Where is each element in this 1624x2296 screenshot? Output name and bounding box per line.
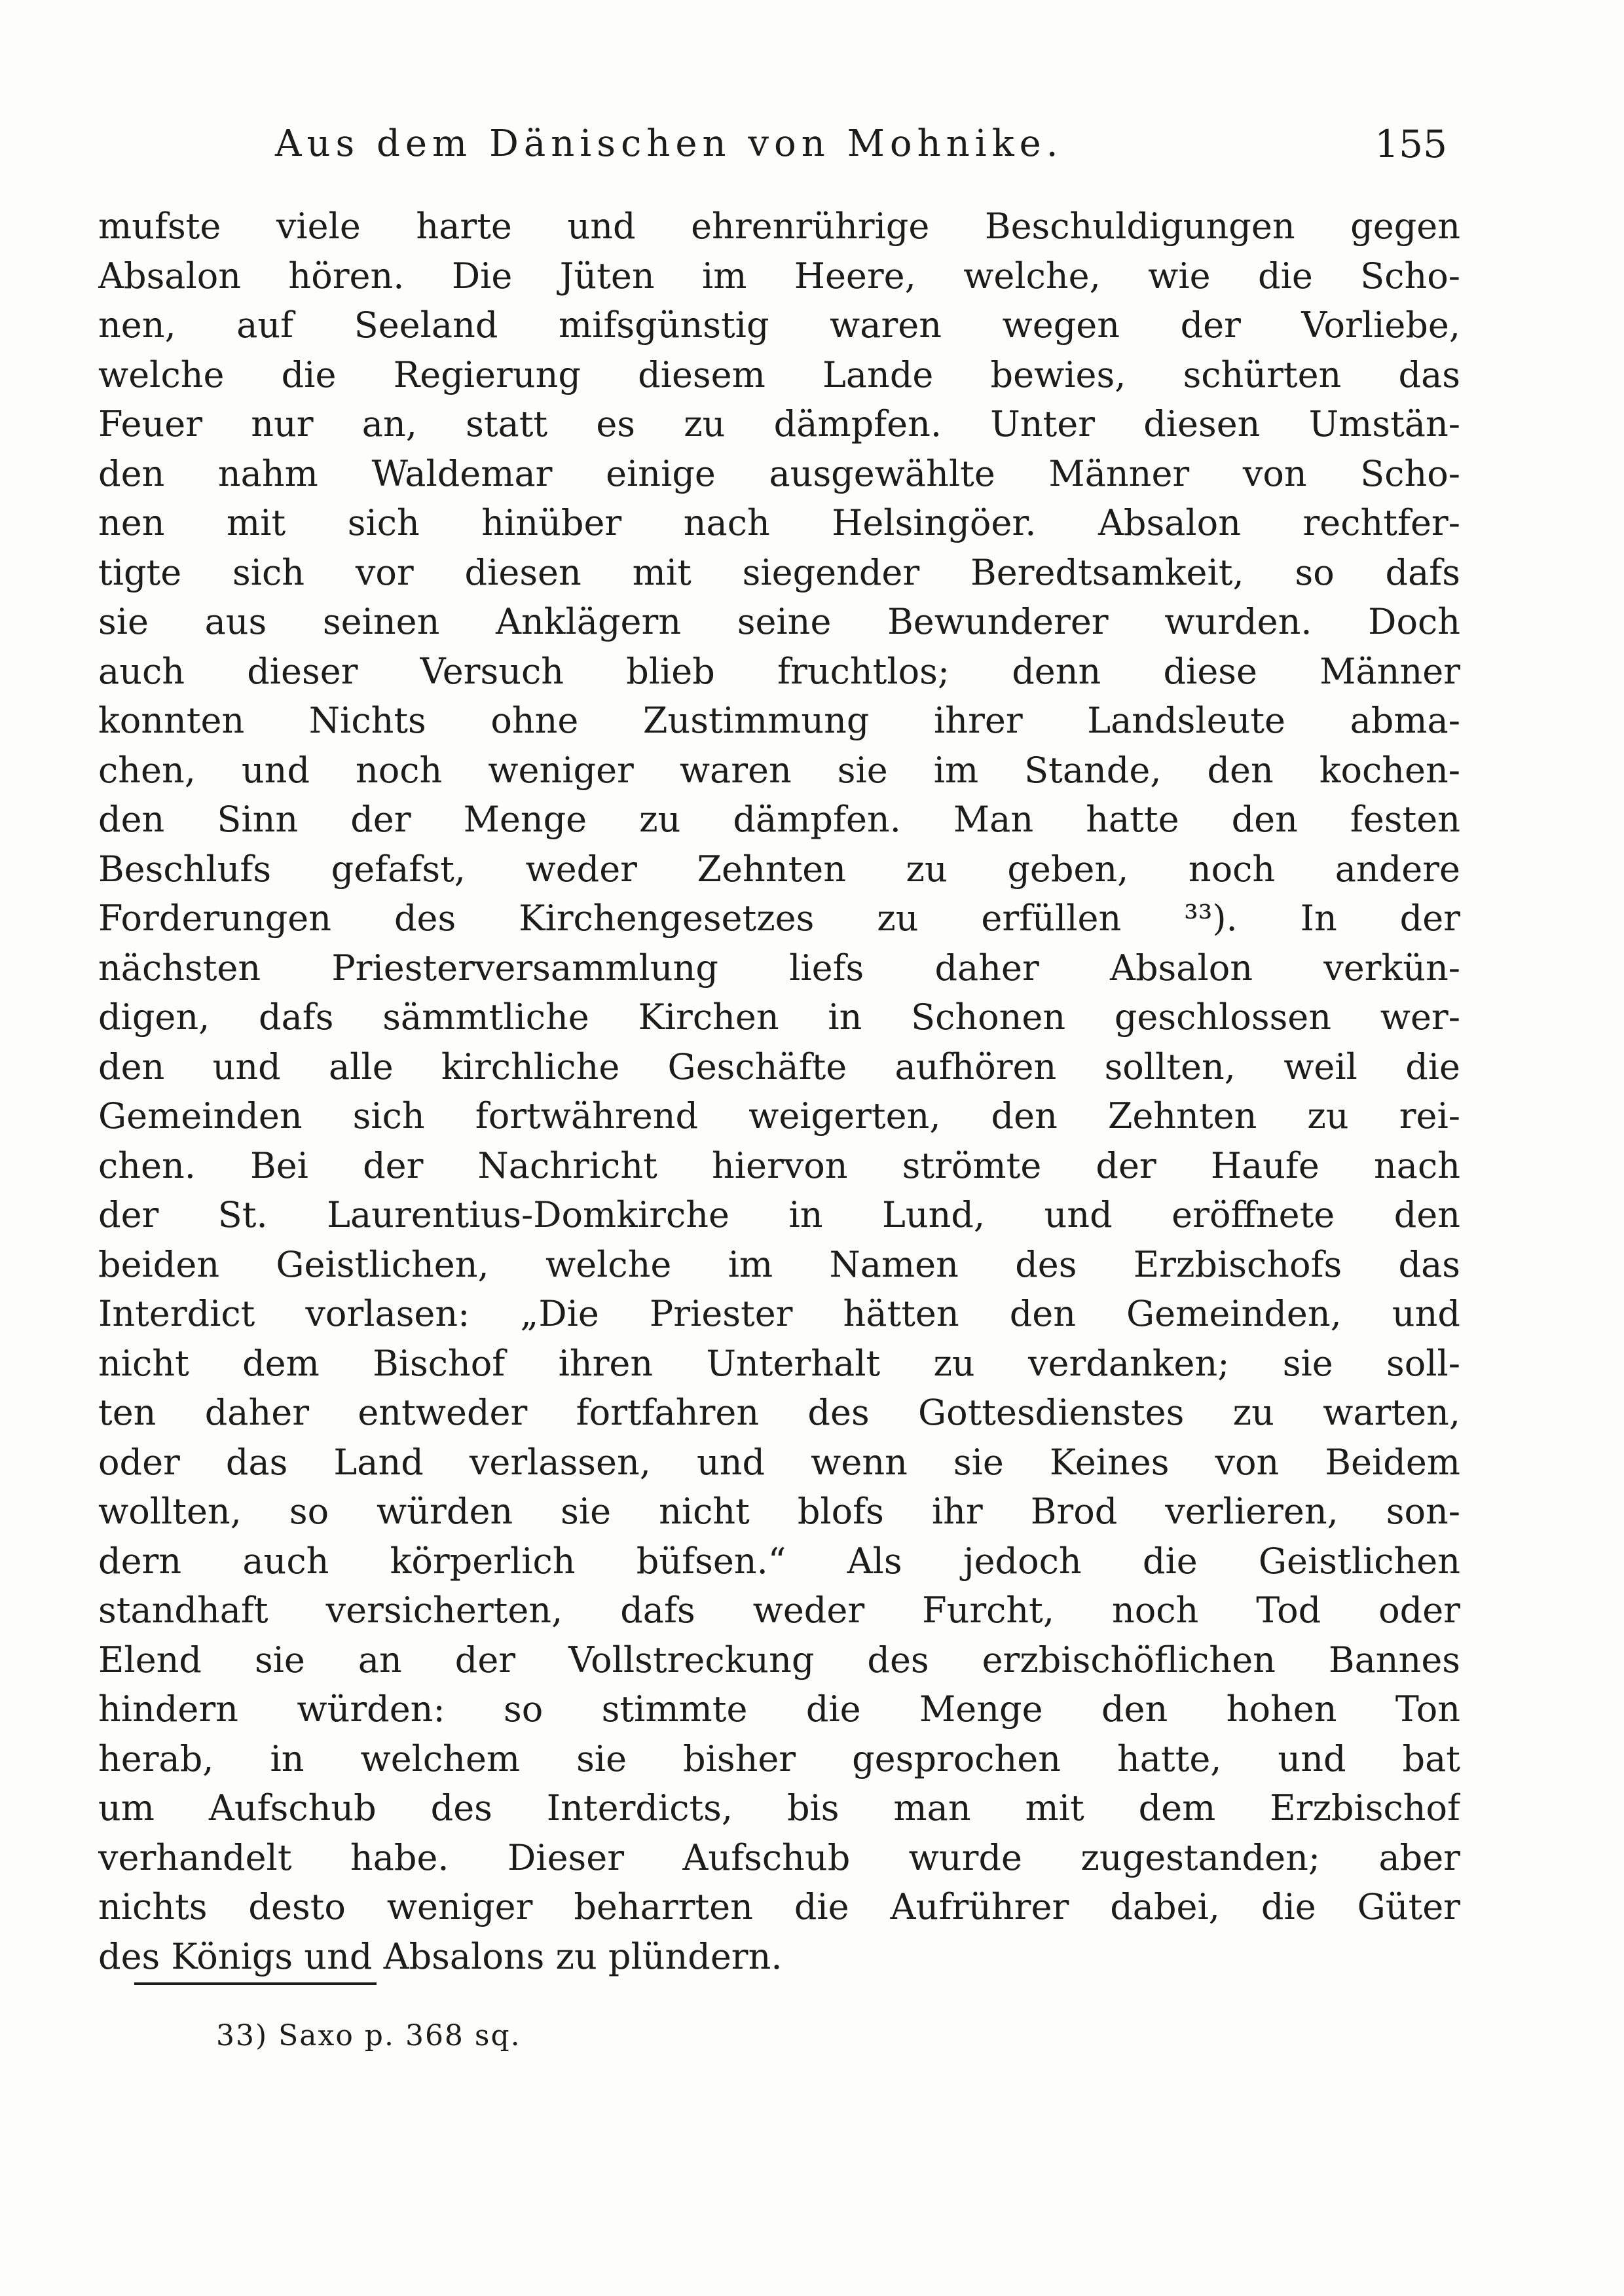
text-line: chen, und noch weniger waren sie im Stande, den kochen- [98, 749, 1460, 791]
running-head [275, 118, 1447, 170]
text-line: wollten, so würden sie nicht blofs ihr Brod verlieren, son- [98, 1491, 1460, 1532]
text-line: auch dieser Versuch blieb fruchtlos; denn diese Männer [98, 650, 1460, 692]
page-number: 155 [1375, 122, 1447, 166]
text-line: hindern würden: so stimmte die Menge den hohen Ton [98, 1688, 1460, 1730]
text-line: Forderungen des Kirchengesetzes zu erfüllen ³³). In der [98, 898, 1460, 939]
text-line: den und alle kirchliche Geschäfte aufhören sollten, weil die [98, 1046, 1460, 1087]
text-line: Elend sie an der Vollstreckung des erzbischöflichen Bannes [98, 1639, 1460, 1681]
text-line: tigte sich vor diesen mit siegender Beredtsamkeit, so dafs [98, 551, 1460, 593]
text-line: Beschlufs gefafst, weder Zehnten zu geben, noch andere [98, 848, 1460, 890]
text-line: nicht dem Bischof ihren Unterhalt zu verdanken; sie soll- [98, 1342, 1460, 1384]
body-text [98, 202, 1460, 1981]
text-line: chen. Bei der Nachricht hiervon strömte der Haufe nach [98, 1144, 1460, 1186]
text-line: standhaft versicherten, dafs weder Furcht, noch Tod oder [98, 1590, 1460, 1631]
running-head-title: Aus dem Dänischen von Mohnike. [275, 122, 1063, 165]
text-line: mufste viele harte und ehrenrührige Beschuldigungen gegen [98, 206, 1460, 247]
text-line: nen, auf Seeland mifsgünstig waren wegen der Vorliebe, [98, 304, 1460, 346]
text-line: dern auch körperlich büfsen.“ Als jedoch die Geistlichen [98, 1540, 1460, 1582]
text-line: des Königs und Absalons zu plündern. [98, 1935, 783, 1977]
text-line: nächsten Priesterversammlung liefs daher Absalon verkün- [98, 947, 1460, 989]
text-line: oder das Land verlassen, und wenn sie Keines von Beidem [98, 1441, 1460, 1483]
text-line: der St. Laurentius-Domkirche in Lund, und eröffnete den [98, 1194, 1460, 1235]
text-line: Absalon hören. Die Jüten im Heere, welche, wie die Scho- [98, 255, 1460, 297]
text-line: den nahm Waldemar einige ausgewählte Männer von Scho- [98, 452, 1460, 494]
text-line: beiden Geistlichen, welche im Namen des Erzbischofs das [98, 1243, 1460, 1285]
text-line: Feuer nur an, statt es zu dämpfen. Unter diesen Umstän- [98, 403, 1460, 445]
text-line: konnten Nichts ohne Zustimmung ihrer Landsleute abma- [98, 700, 1460, 741]
text-line: digen, dafs sämmtliche Kirchen in Schonen geschlossen wer- [98, 996, 1460, 1038]
text-line: ten daher entweder fortfahren des Gottesdienstes zu warten, [98, 1392, 1460, 1433]
text-line: nen mit sich hinüber nach Helsingöer. Absalon rechtfer- [98, 502, 1460, 543]
text-line: Gemeinden sich fortwährend weigerten, den Zehnten zu rei- [98, 1095, 1460, 1137]
footnote-divider [134, 1982, 377, 1985]
text-line: Interdict vorlasen: „Die Priester hätten den Gemeinden, und [98, 1293, 1460, 1334]
text-line: welche die Regierung diesem Lande bewies, schürten das [98, 354, 1460, 395]
footnote: 33) Saxo p. 368 sq. [216, 2019, 521, 2052]
text-line: den Sinn der Menge zu dämpfen. Man hatte den festen [98, 799, 1460, 840]
text-line: verhandelt habe. Dieser Aufschub wurde zugestanden; aber [98, 1836, 1460, 1878]
text-line: nichts desto weniger beharrten die Aufrührer dabei, die Güter [98, 1886, 1460, 1927]
text-line: herab, in welchem sie bisher gesprochen hatte, und bat [98, 1738, 1460, 1779]
text-line: um Aufschub des Interdicts, bis man mit dem Erzbischof [98, 1787, 1460, 1829]
text-line: sie aus seinen Anklägern seine Bewunderer wurden. Doch [98, 601, 1460, 642]
